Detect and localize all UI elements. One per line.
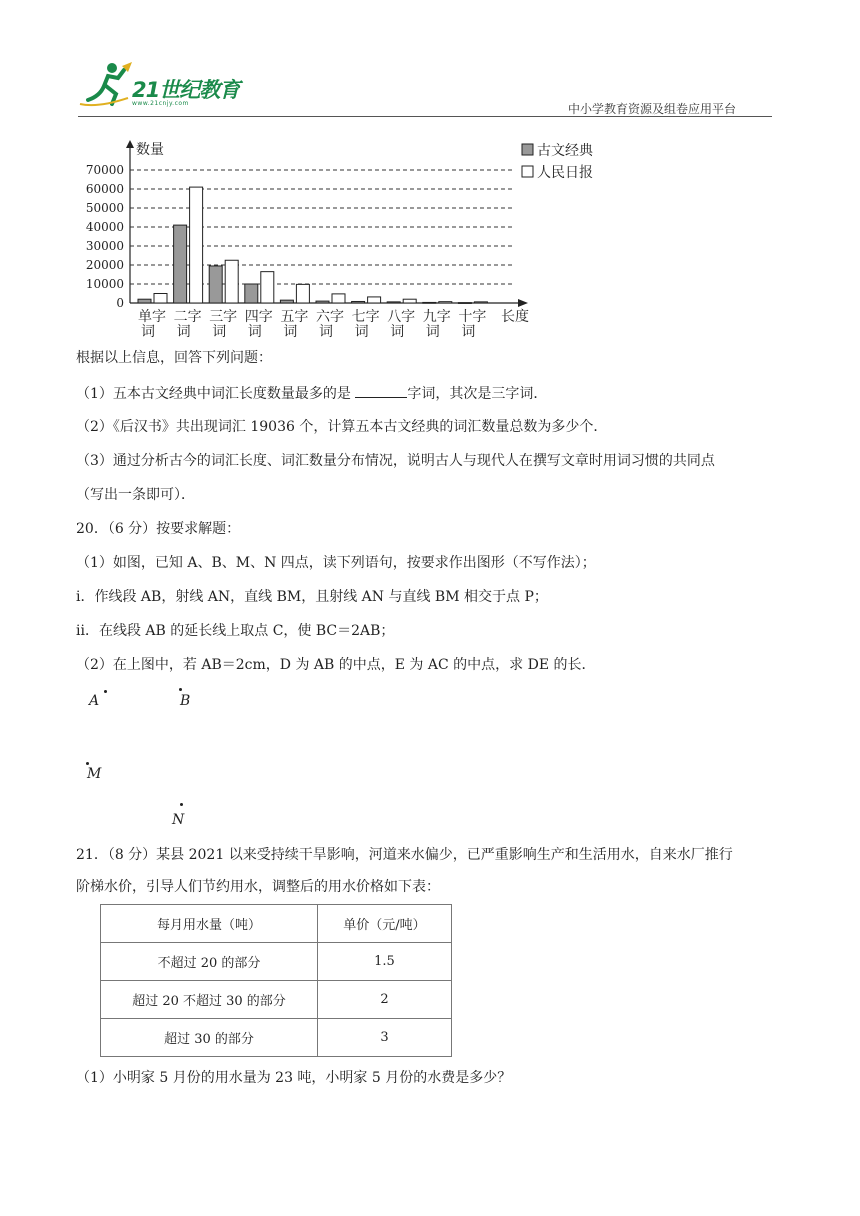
x-tick-label: 十字 [458,309,487,325]
x-tick-label: 四字 [244,309,273,325]
x-tick-label: 单字 [138,309,166,325]
bar [190,187,203,303]
x-tick-label: 词 [354,324,369,340]
question-1-text-b: 字词，其次是三字词． [407,386,548,402]
y-axis-arrow [126,140,134,148]
x-tick-label: 词 [247,324,262,340]
problem-20-step-ii: ii．在线段 AB 的延长线上取点 C，使 BC＝2AB； [76,623,395,639]
point-n-label: N [172,812,185,828]
logo-url: www.21cnjy.com [132,100,189,107]
y-tick-label: 10000 [85,277,124,291]
bar [403,299,416,303]
x-tick-label: 词 [461,324,476,340]
legend-label: 古文经典 [537,143,593,159]
table-cell: 1.5 [318,943,452,981]
x-tick-label: 词 [319,324,333,340]
y-axis-label: 数量 [136,142,164,158]
bar [423,302,436,303]
problem-20-step-i: i．作线段 AB，射线 AN，直线 BM，且射线 AN 与直线 BM 相交于点 P； [76,589,548,605]
problem-21-line-1: 21．（8 分）某县 2021 以来受持续干旱影响，河道来水偏少，已严重影响生产和生活用水，自来水厂推行 [76,847,733,863]
x-tick-label: 七字 [351,309,380,325]
legend-swatch [522,166,533,177]
legend-swatch [522,144,533,155]
question-2: （2）《后汉书》共出现词汇 19036 个，计算五本古文经典的词汇数量总数为多少个． [76,419,608,435]
bar [474,302,487,303]
bar [387,302,400,303]
problem-20-title: 20．（6 分）按要求解题： [76,521,241,537]
table-cell: 不超过 20 的部分 [101,943,318,981]
bar [316,301,329,303]
table-header-cell: 每月用水量（吨） [101,905,318,943]
point-a-label: A [89,693,100,709]
x-tick-label: 词 [141,324,155,340]
point-b-label: B [180,693,191,709]
x-tick-label: 五字 [280,309,309,325]
y-tick-label: 40000 [85,220,124,234]
word-length-bar-chart [76,132,636,347]
bar [245,284,258,303]
table-row [101,943,452,981]
bar [439,302,452,303]
problem-21-question-1: （1）小明家 5 月份的用水量为 23 吨，小明家 5 月份的水费是多少？ [76,1070,512,1086]
bar [154,294,167,304]
table-row [101,981,452,1019]
bar [209,266,222,303]
bar [280,300,293,303]
question-3-line-1: （3）通过分析古今的词汇长度、词汇数量分布情况，说明古人与现代人在撰写文章时用词习惯的共同点 [76,453,715,469]
logo-text: 21世纪教育 [132,78,240,102]
x-tick-label: 词 [425,324,440,340]
x-tick-label: 词 [212,324,227,340]
problem-20-part-1: （1）如图，已知 A、B、M、N 四点，读下列语句，按要求作出图形（不写作法）； [76,555,596,571]
page-header [78,60,772,118]
y-tick-label: 70000 [85,163,124,177]
table-cell: 超过 20 不超过 30 的部分 [101,981,318,1019]
bar [368,297,381,303]
bar [261,272,274,303]
table-cell: 超过 30 的部分 [101,1019,318,1057]
x-tick-label: 六字 [316,309,344,325]
header-divider [78,116,772,117]
point-n-dot [180,803,183,806]
problem-21-line-2: 阶梯水价，引导人们节约用水，调整后的用水价格如下表： [76,879,440,895]
question-intro: 根据以上信息，回答下列问题： [76,350,272,366]
logo [78,60,248,116]
x-tick-label: 词 [390,324,405,340]
x-tick-label: 二字 [173,309,202,325]
point-b-dot [179,688,182,691]
bar [352,301,365,303]
point-m-label: M [87,766,102,782]
platform-name: 中小学教育资源及组卷应用平台 [567,102,736,116]
x-tick-label: 词 [176,324,191,340]
question-1-text-a: （1）五本古文经典中词汇长度数量最多的是 [76,386,351,402]
bar [174,225,187,303]
x-axis-arrow [518,299,528,307]
y-tick-label: 50000 [85,201,124,215]
question-1 [76,383,547,404]
point-a-dot [104,690,107,693]
table-cell: 3 [318,1019,452,1057]
table-header-row [101,905,452,943]
x-tick-label: 词 [283,324,298,340]
water-price-table [100,904,452,1057]
bar [225,260,238,303]
bar [458,303,471,304]
point-m-dot [86,762,89,765]
question-3-line-2: （写出一条即可）． [76,487,195,503]
answer-blank[interactable] [355,383,407,398]
table-header-cell: 单价（元/吨） [318,905,452,943]
y-tick-label: 20000 [85,258,124,272]
y-tick-label: 30000 [85,239,124,253]
legend-label: 人民日报 [537,165,593,181]
y-tick-label: 60000 [85,182,124,196]
x-axis-label: 长度 [501,309,529,325]
x-tick-label: 三字 [209,309,238,325]
problem-20-part-2: （2）在上图中，若 AB＝2cm，D 为 AB 的中点，E 为 AC 的中点，求 DE 的长． [76,657,596,673]
bar [296,284,309,303]
runner-logo-icon [78,60,134,108]
x-tick-label: 八字 [387,309,416,325]
bar [332,294,345,303]
x-tick-label: 九字 [422,309,451,325]
y-tick-label: 0 [116,296,124,310]
bar [138,299,151,303]
table-cell: 2 [318,981,452,1019]
table-row [101,1019,452,1057]
